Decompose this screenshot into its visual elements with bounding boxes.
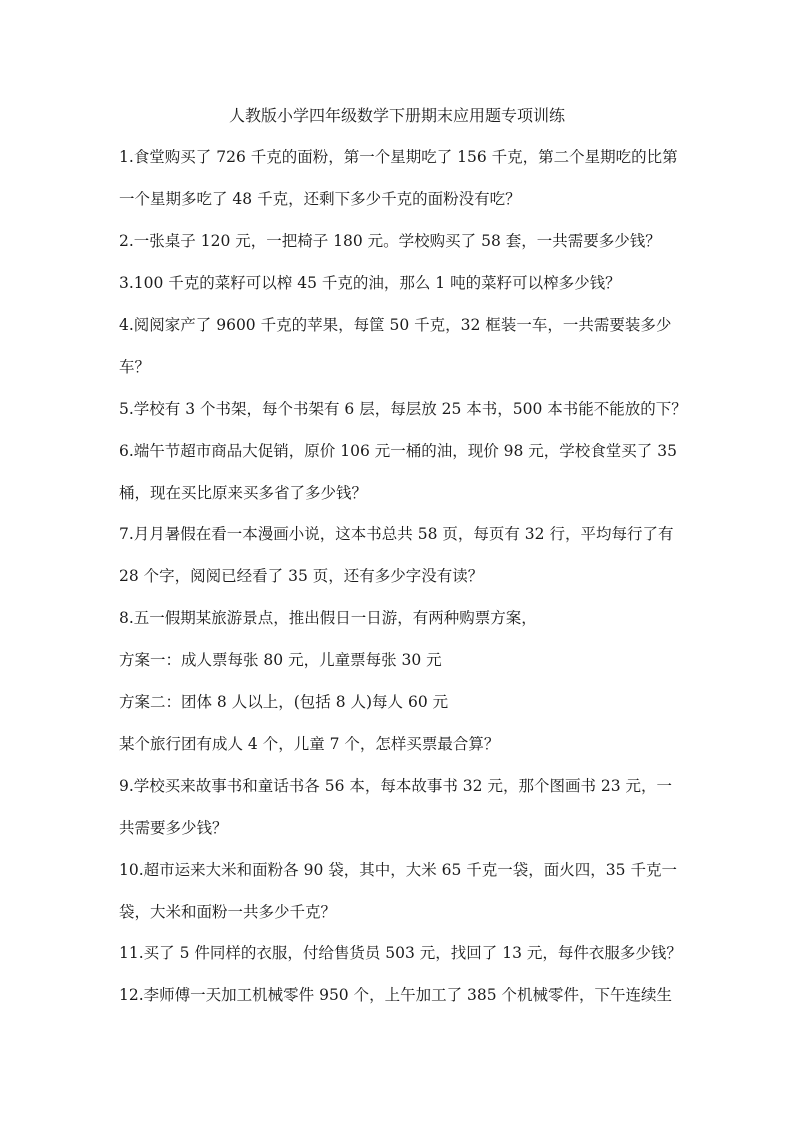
text-line: 4.阅阅家产了 9600 千克的苹果，每筐 50 千克，32 框装一车，一共需要装多少 <box>119 316 672 334</box>
text-line: 共需要多少钱？ <box>119 819 228 837</box>
text-line: 10.超市运来大米和面粉各 90 袋，其中，大米 65 千克一袋，面火四，35 千克一 <box>119 861 677 879</box>
text-line: 3.100 千克的菜籽可以榨 45 千克的油，那么 1 吨的菜籽可以榨多少钱？ <box>119 274 621 292</box>
text-line: 袋，大米和面粉一共多少千克？ <box>119 903 337 921</box>
text-line: 某个旅行团有成人 4 个，儿童 7 个，怎样买票最合算？ <box>119 735 500 753</box>
text-line: 车？ <box>119 358 151 376</box>
text-line: 8.五一假期某旅游景点，推出假日一日游，有两种购票方案， <box>119 609 537 627</box>
text-line: 6.端午节超市商品大促销，原价 106 元一桶的油，现价 98 元，学校食堂买了 35 <box>119 442 677 460</box>
text-line: 12.李师傅一天加工机械零件 950 个，上午加工了 385 个机械零件，下午连续生 <box>119 986 673 1004</box>
text-line: 方案一：成人票每张 80 元，儿童票每张 30 元 <box>119 651 442 669</box>
text-line: 11.买了 5 件同样的衣服，付给售货员 503 元，找回了 13 元，每件衣服多少钱？ <box>119 944 682 962</box>
text-line: 方案二：团体 8 人以上，(包括 8 人)每人 60 元 <box>119 693 449 711</box>
text-line: 5.学校有 3 个书架，每个书架有 6 层，每层放 25 本书，500 本书能不能放的下？ <box>119 400 687 418</box>
text-line: 7.月月暑假在看一本漫画小说，这本书总共 58 页，每页有 32 行，平均每行了有 <box>119 525 674 543</box>
text-line: 28 个字，阅阅已经看了 35 页，还有多少字没有读？ <box>119 567 484 585</box>
page-title: 人教版小学四年级数学下册期末应用题专项训练 <box>228 106 565 125</box>
text-line: 2.一张桌子 120 元，一把椅子 180 元。学校购买了 58 套，一共需要多少钱？ <box>119 232 661 250</box>
text-line: 桶，现在买比原来买多省了多少钱？ <box>119 484 368 502</box>
text-line: 9.学校买来故事书和童话书各 56 本，每本故事书 32 元，那个图画书 23 元，一 <box>119 777 673 795</box>
text-line: 1.食堂购买了 726 千克的面粉，第一个星期吃了 156 千克，第二个星期吃的比第 <box>119 148 678 166</box>
text-line: 一个星期多吃了 48 千克，还剩下多少千克的面粉没有吃？ <box>119 190 521 208</box>
